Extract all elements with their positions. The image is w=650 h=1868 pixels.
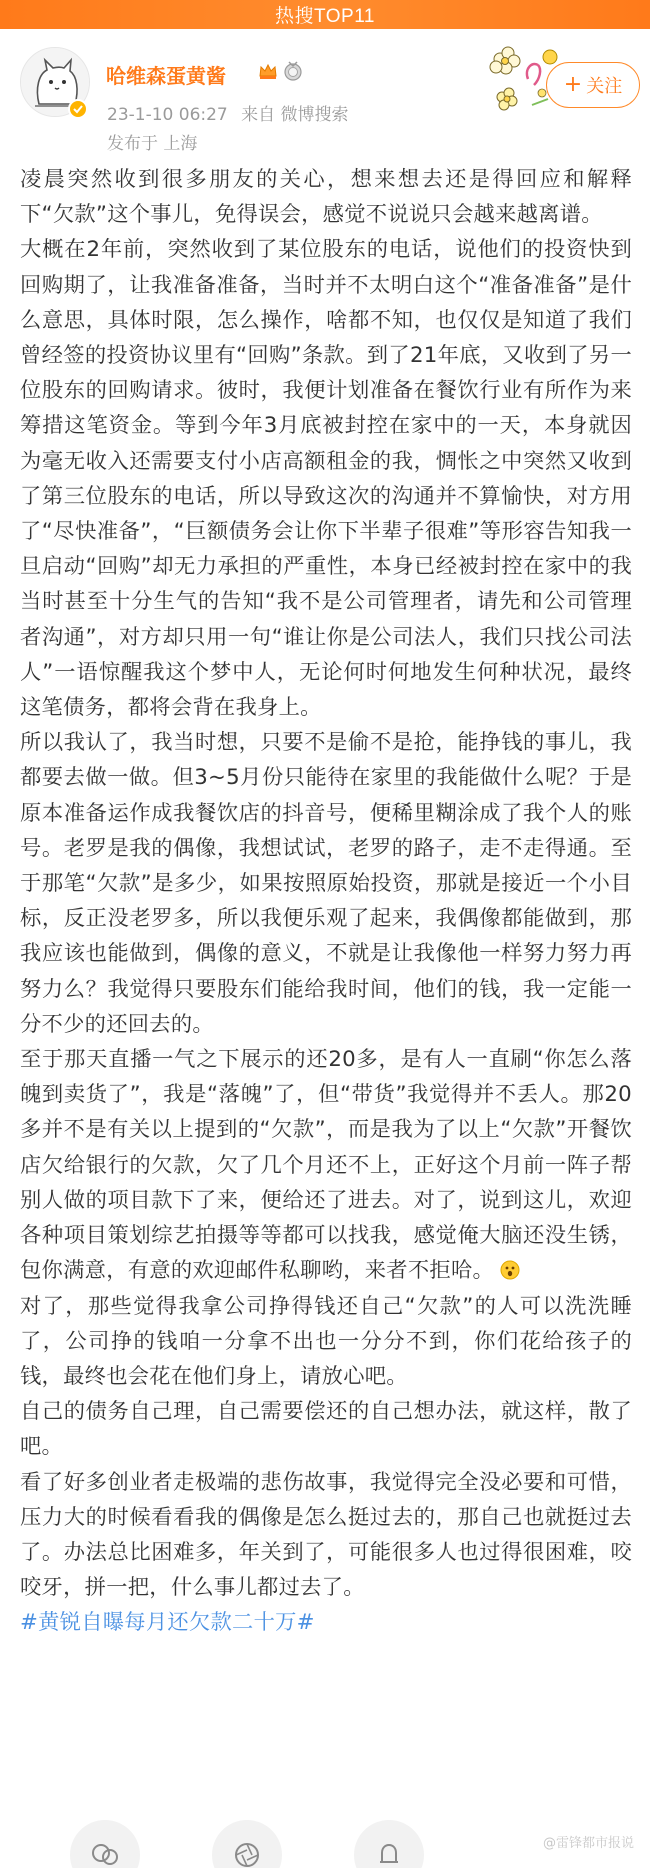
bottom-toolbar bbox=[0, 1810, 650, 1868]
post-paragraph: 所以我认了，我当时想，只要不是偷不是抢，能挣钱的事儿，我都要去做一做。但3~5月份只能待在家里的我能做什么呢？于是原本准备运作成我餐饮店的抖音号，便稀里糊涂成了我个人的账号。老罗是我的偶像，我想试试，老罗的路子，走不走得通。至于那笔“欠款”是多少，如果按照原始投资，那就是接近一个小目标，反正没老罗多，所以我便乐观了起来，我偶像都能做到，那我应该也能做到，偶像的意义，不就是让我像他一样努力努力再努力么？我觉得只要股东们能给我时间，他们的钱，我一定能一分不少的还回去的。 bbox=[20, 730, 632, 1037]
aperture-icon bbox=[230, 1838, 264, 1868]
share-icon bbox=[88, 1838, 122, 1868]
plus-icon: + bbox=[563, 72, 583, 97]
notify-button[interactable] bbox=[354, 1820, 424, 1868]
hashtag-link[interactable]: #黄锐自曝每月还欠款二十万# bbox=[20, 1610, 315, 1636]
post-paragraph-with-emoji bbox=[20, 1042, 632, 1288]
bell-icon bbox=[372, 1838, 406, 1868]
surprised-emoji-icon bbox=[500, 1260, 520, 1280]
verified-badge-icon bbox=[68, 99, 88, 119]
post-paragraph-text: 至于那天直播一气之下展示的还20多，是有人一直刷“你怎么落魄到卖货了”，我是“落魄”了，但“带货”我觉得并不丢人。那20多并不是有关以上提到的“欠款”，而是我为了以上“欠款”开餐饮店欠给银行的欠款，欠了几个月还不上，正好这个月前一阵子帮别人做的项目款下了来，便给还了进去。对了，说到这儿，欢迎各种项目策划综艺拍摄等等都可以找我，感觉俺大脑还没生锈，包你满意，有意的欢迎邮件私聊哟，来者不拒哈。 bbox=[20, 1047, 632, 1284]
follow-button[interactable] bbox=[546, 62, 640, 108]
post-paragraph: 对了，那些觉得我拿公司挣得钱还自己“欠款”的人可以洗洗睡了，公司挣的钱咱一分拿不出也一分分不到，你们花给孩子的钱，最终也会花在他们身上，请放心吧。 bbox=[20, 1293, 632, 1389]
hot-search-banner[interactable] bbox=[0, 0, 650, 29]
share-button[interactable] bbox=[70, 1820, 140, 1868]
username[interactable]: 哈维森蛋黄酱 bbox=[106, 64, 226, 88]
watermark: @雷锋都市报说 bbox=[542, 1836, 634, 1851]
medal-badge-icon bbox=[282, 60, 304, 82]
post-header bbox=[0, 29, 650, 159]
post-paragraph: 凌晨突然收到很多朋友的关心，想来想去还是得回应和解释下“欠款”这个事儿，免得误会，感觉不说说只会越来越离谱。 bbox=[20, 167, 632, 228]
hot-search-title: 热搜TOP11 bbox=[275, 6, 375, 27]
post-meta bbox=[107, 100, 357, 125]
post-time: 23-1-10 06:27 bbox=[107, 105, 228, 125]
post-paragraph: 看了好多创业者走极端的悲伤故事，我觉得完全没必要和可惜，压力大的时候看看我的偶像是怎么挺过去的，那自己也就挺过去了。办法总比困难多，年关到了，可能很多人也过得很困难，咬咬牙，拼一把，什么事儿都过去了。 bbox=[20, 1469, 632, 1601]
crown-badge-icon bbox=[257, 60, 279, 82]
post-paragraph: 大概在2年前，突然收到了某位股东的电话，说他们的投资快到回购期了，让我准备准备，当时并不太明白这个“准备准备”是什么意思，具体时限，怎么操作，啥都不知，也仅仅是知道了我们曾经签的投资协议里有“回购”条款。到了21年底，又收到了另一位股东的回购请求。彼时，我便计划准备在餐饮行业有所作为来筹措这笔资金。等到今年3月底被封控在家中的一天，本身就因为毫无收入还需要支付小店高额租金的我，惆怅之中突然又收到了第三位股东的电话，所以导致这次的沟通并不算愉快，对方用了“尽快准备”，“巨额债务会让你下半辈子很难”等形容告知我一旦启动“回购”却无力承担的严重性，本身已经被封控在家中的我当时甚至十分生气的告知“我不是公司管理者，请先和公司管理者沟通”，对方却只用一句“谁让你是公司法人，我们只找公司法人”一语惊醒我这个梦中人，无论何时何地发生何种状况，最终这笔债务，都将会背在我身上。 bbox=[20, 237, 632, 721]
post-paragraph: 自己的债务自己理，自己需要偿还的自己想办法，就这样，散了吧。 bbox=[20, 1399, 632, 1460]
follow-label: 关注 bbox=[586, 76, 623, 97]
post-body bbox=[20, 162, 632, 1641]
post-source: 来自 微博搜索 bbox=[241, 105, 349, 125]
post-location: 发布于 上海 bbox=[107, 134, 198, 154]
camera-button[interactable] bbox=[212, 1820, 282, 1868]
